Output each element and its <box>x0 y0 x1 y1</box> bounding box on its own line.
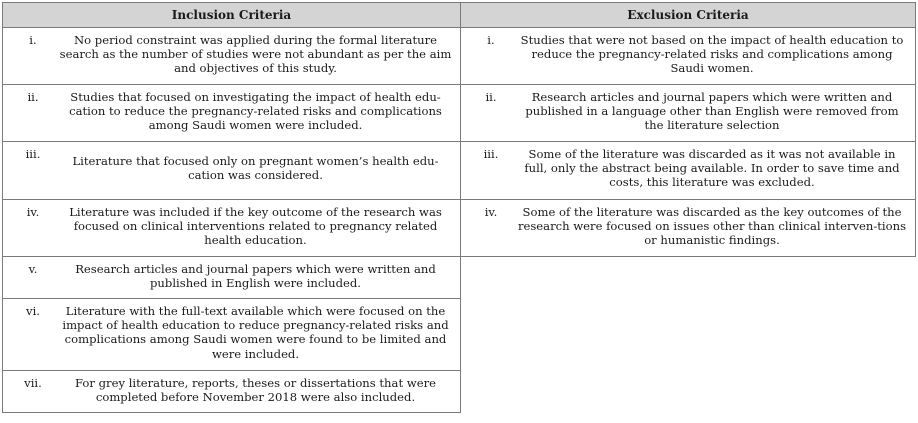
inclusion-cell <box>3 142 461 200</box>
header-row <box>3 3 916 28</box>
exclusion-number: iii. <box>483 147 499 161</box>
inclusion-cell <box>3 299 461 371</box>
inclusion-number: iii. <box>25 147 41 161</box>
exclusion-cell <box>461 85 916 142</box>
table-row <box>3 142 916 200</box>
criteria-table <box>2 2 916 413</box>
inclusion-text: Studies that focused on investigating the impact of health edu-cation to reduce the pregnancy-related risks and complications among Saudi women were included. <box>69 90 442 133</box>
table-row <box>3 200 916 257</box>
inclusion-text: Research articles and journal papers which were written and published in English were included. <box>75 262 436 291</box>
exclusion-cell <box>461 200 916 257</box>
inclusion-number: vi. <box>26 304 40 318</box>
inclusion-cell <box>3 257 461 299</box>
exclusion-number: i. <box>487 33 495 47</box>
exclusion-text: Studies that were not based on the impact of health education to reduce the pregnancy-related risks and complications among Saudi women. <box>520 33 904 76</box>
exclusion-cell <box>461 28 916 85</box>
exclusion-header: Exclusion Criteria <box>461 3 916 28</box>
inclusion-number: v. <box>28 262 38 276</box>
exclusion-empty-cell <box>461 257 916 413</box>
inclusion-number: vii. <box>24 376 42 390</box>
inclusion-text: For grey literature, reports, theses or dissertations that were completed before November 2018 were also included. <box>75 376 436 405</box>
table-row <box>3 28 916 85</box>
exclusion-text: Research articles and journal papers which were written and published in a language other than English were removed from the literature selection <box>525 90 899 133</box>
inclusion-text: Literature was included if the key outcome of the research was focused on clinical interventions related to pregnancy related health education. <box>69 205 442 248</box>
table-row <box>3 257 916 299</box>
exclusion-number: iv. <box>484 205 498 219</box>
inclusion-text: No period constraint was applied during the formal literature search as the number of studies were not abundant as per the aim and objectives of this study. <box>59 33 452 76</box>
inclusion-header: Inclusion Criteria <box>3 3 461 28</box>
inclusion-number: i. <box>29 33 37 47</box>
exclusion-text: Some of the literature was discarded as the key outcomes of the research were focused on issues other than clinical interven-tions or humanistic findings. <box>517 205 907 248</box>
inclusion-number: ii. <box>27 90 39 104</box>
inclusion-text: Literature with the full-text available which were focused on the impact of health education to reduce pregnancy-related risks and complications among Saudi women were found to be limited and were included. <box>62 304 449 361</box>
exclusion-number: ii. <box>485 90 497 104</box>
table-row <box>3 85 916 142</box>
exclusion-text: Some of the literature was discarded as it was not available in full, only the abstract being available. In order to save time and costs, this literature was excluded. <box>524 147 900 190</box>
inclusion-cell <box>3 371 461 413</box>
inclusion-cell <box>3 85 461 142</box>
inclusion-cell <box>3 28 461 85</box>
exclusion-cell <box>461 142 916 200</box>
inclusion-number: iv. <box>26 205 40 219</box>
inclusion-cell <box>3 200 461 257</box>
inclusion-text: Literature that focused only on pregnant women’s health edu-cation was considered. <box>72 154 439 183</box>
